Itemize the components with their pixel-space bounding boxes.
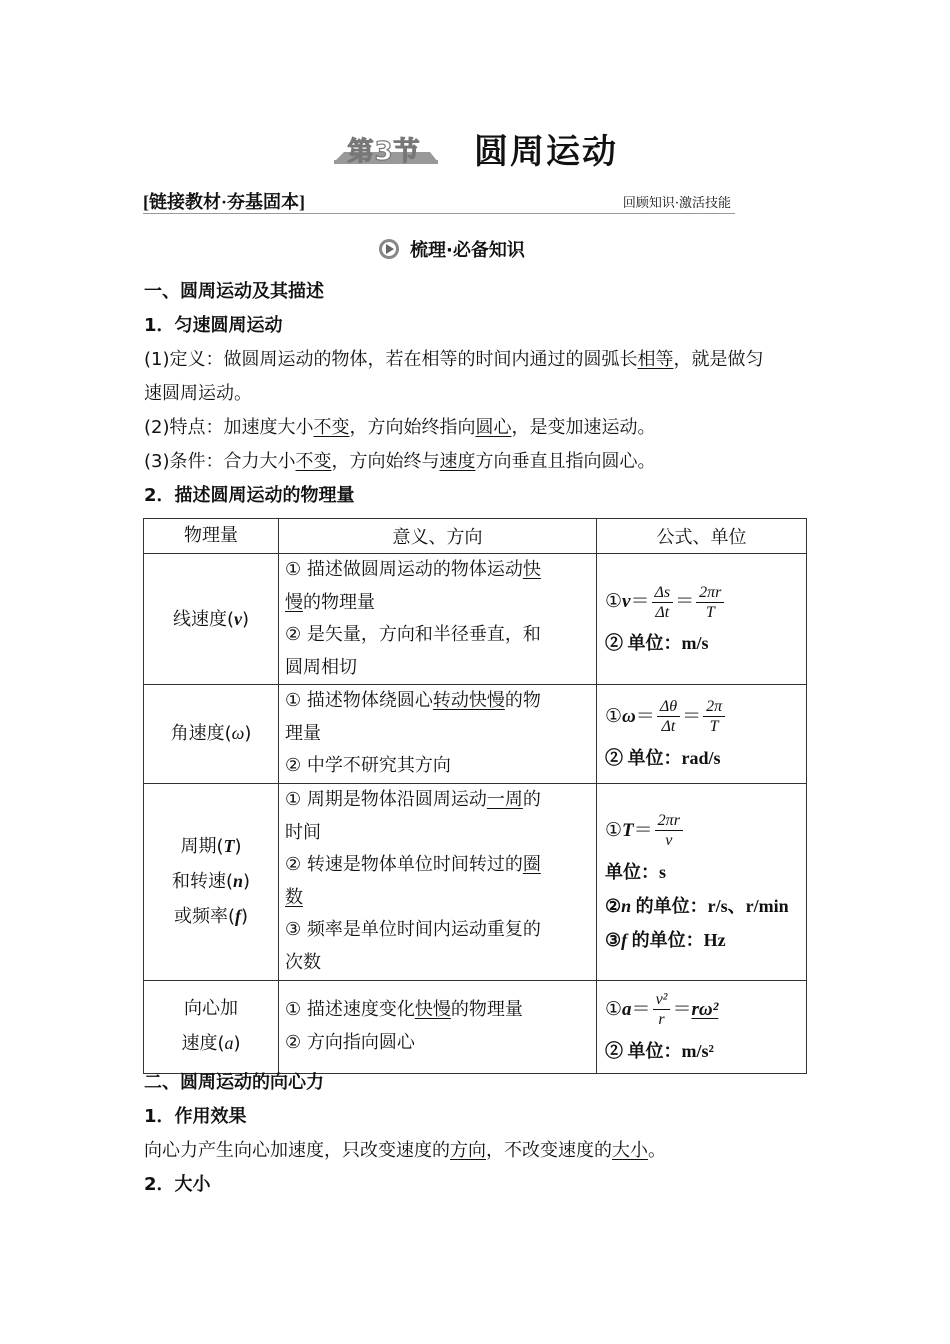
link-label: [链接教材·夯基固本] <box>143 192 305 212</box>
header-formula: 公式、单位 <box>597 519 807 554</box>
section-badge <box>334 130 438 167</box>
table-row <box>144 783 807 980</box>
formula-cell <box>597 685 807 784</box>
subheading-quantities: 2．描述圆周运动的物理量 <box>144 485 355 506</box>
header-meaning: 意义、方向 <box>279 519 597 554</box>
formula-cell <box>597 980 807 1073</box>
unit: ② 单位：rad/s <box>605 747 721 768</box>
meaning-cell: ① 描述速度变化快慢的物理量 ② 方向指向圆心 <box>279 980 597 1073</box>
quantities-table <box>143 518 807 1074</box>
quantity-cell: 线速度(v) <box>144 554 279 685</box>
meaning-cell: ① 周期是物体沿圆周运动一周的 时间 ② 转速是物体单位时间转过的圈 数 ③ 频率是单位时间内运动重复的 次数 <box>279 783 597 980</box>
formula-cell <box>597 783 807 980</box>
table-row <box>144 554 807 685</box>
condition-line: (3)条件：合力大小不变，方向始终与速度方向垂直且指向圆心。 <box>144 451 656 472</box>
table-header-row <box>144 519 807 554</box>
section-number: 第3节 <box>347 137 421 167</box>
formula: ① a ＝ $\frac{\text{v²}}{r}$ ＝ rω² <box>605 991 719 1028</box>
unit: ③f 的单位：Hz <box>605 929 726 950</box>
section-heading-1: 一、圆周运动及其描述 <box>144 281 324 302</box>
definition-line-cont: 速圆周运动。 <box>144 383 252 404</box>
unit: ② 单位：m/s² <box>605 1040 714 1061</box>
unit: ②n 的单位：r/s、r/min <box>605 895 789 916</box>
effect-line: 向心力产生向心加速度，只改变速度的方向，不改变速度的大小。 <box>144 1140 666 1161</box>
link-caption: 回顾知识·激活技能 <box>622 196 731 211</box>
unit: 单位：s <box>605 861 667 882</box>
formula-cell <box>597 554 807 685</box>
formula: ① ω ＝ $\frac{\Delta\theta}{\Delta t}$ ＝ $\frac{2\pi}{T}$ <box>605 693 798 741</box>
table-row <box>144 685 807 784</box>
subheading-uniform-circular: 1．匀速圆周运动 <box>144 315 283 336</box>
meaning-cell: ① 描述做圆周运动的物体运动快 慢的物理量 ② 是矢量，方向和半径垂直，和 圆周相切 <box>279 554 597 685</box>
subheading-text: 梳理·必备知识 <box>410 240 525 261</box>
subheading-effect: 1．作用效果 <box>144 1106 247 1127</box>
title-row <box>0 124 950 174</box>
subheading-magnitude: 2．大小 <box>144 1174 211 1195</box>
formula: ① v ＝ $\frac{\Delta s}{\Delta t}$ ＝ $\frac{2\pi r}{T}$ <box>605 578 798 626</box>
formula: ① T ＝ $\frac{2\pi r}{v}$ <box>605 807 798 855</box>
play-icon <box>378 238 402 260</box>
section-heading-2: 二、圆周运动的向心力 <box>144 1072 324 1093</box>
meaning-cell: ① 描述物体绕圆心转动快慢的物 理量 ② 中学不研究其方向 <box>279 685 597 784</box>
quantity-cell: 角速度(ω) <box>144 685 279 784</box>
link-bar <box>143 186 735 214</box>
unit: ② 单位：m/s <box>605 633 709 653</box>
header-quantity: 物理量 <box>144 519 279 554</box>
table-row <box>144 980 807 1073</box>
page-title: 圆周运动 <box>474 132 618 172</box>
quantity-cell: 向心加 速度(a) <box>144 980 279 1073</box>
definition-line: (1)定义：做圆周运动的物体，若在相等的时间内通过的圆弧长相等，就是做匀 <box>144 349 764 370</box>
quantity-cell: 周期(T) 和转速(n) 或频率(f) <box>144 783 279 980</box>
divider <box>143 213 735 214</box>
feature-line: (2)特点：加速度大小不变，方向始终指向圆心，是变加速运动。 <box>144 417 656 438</box>
